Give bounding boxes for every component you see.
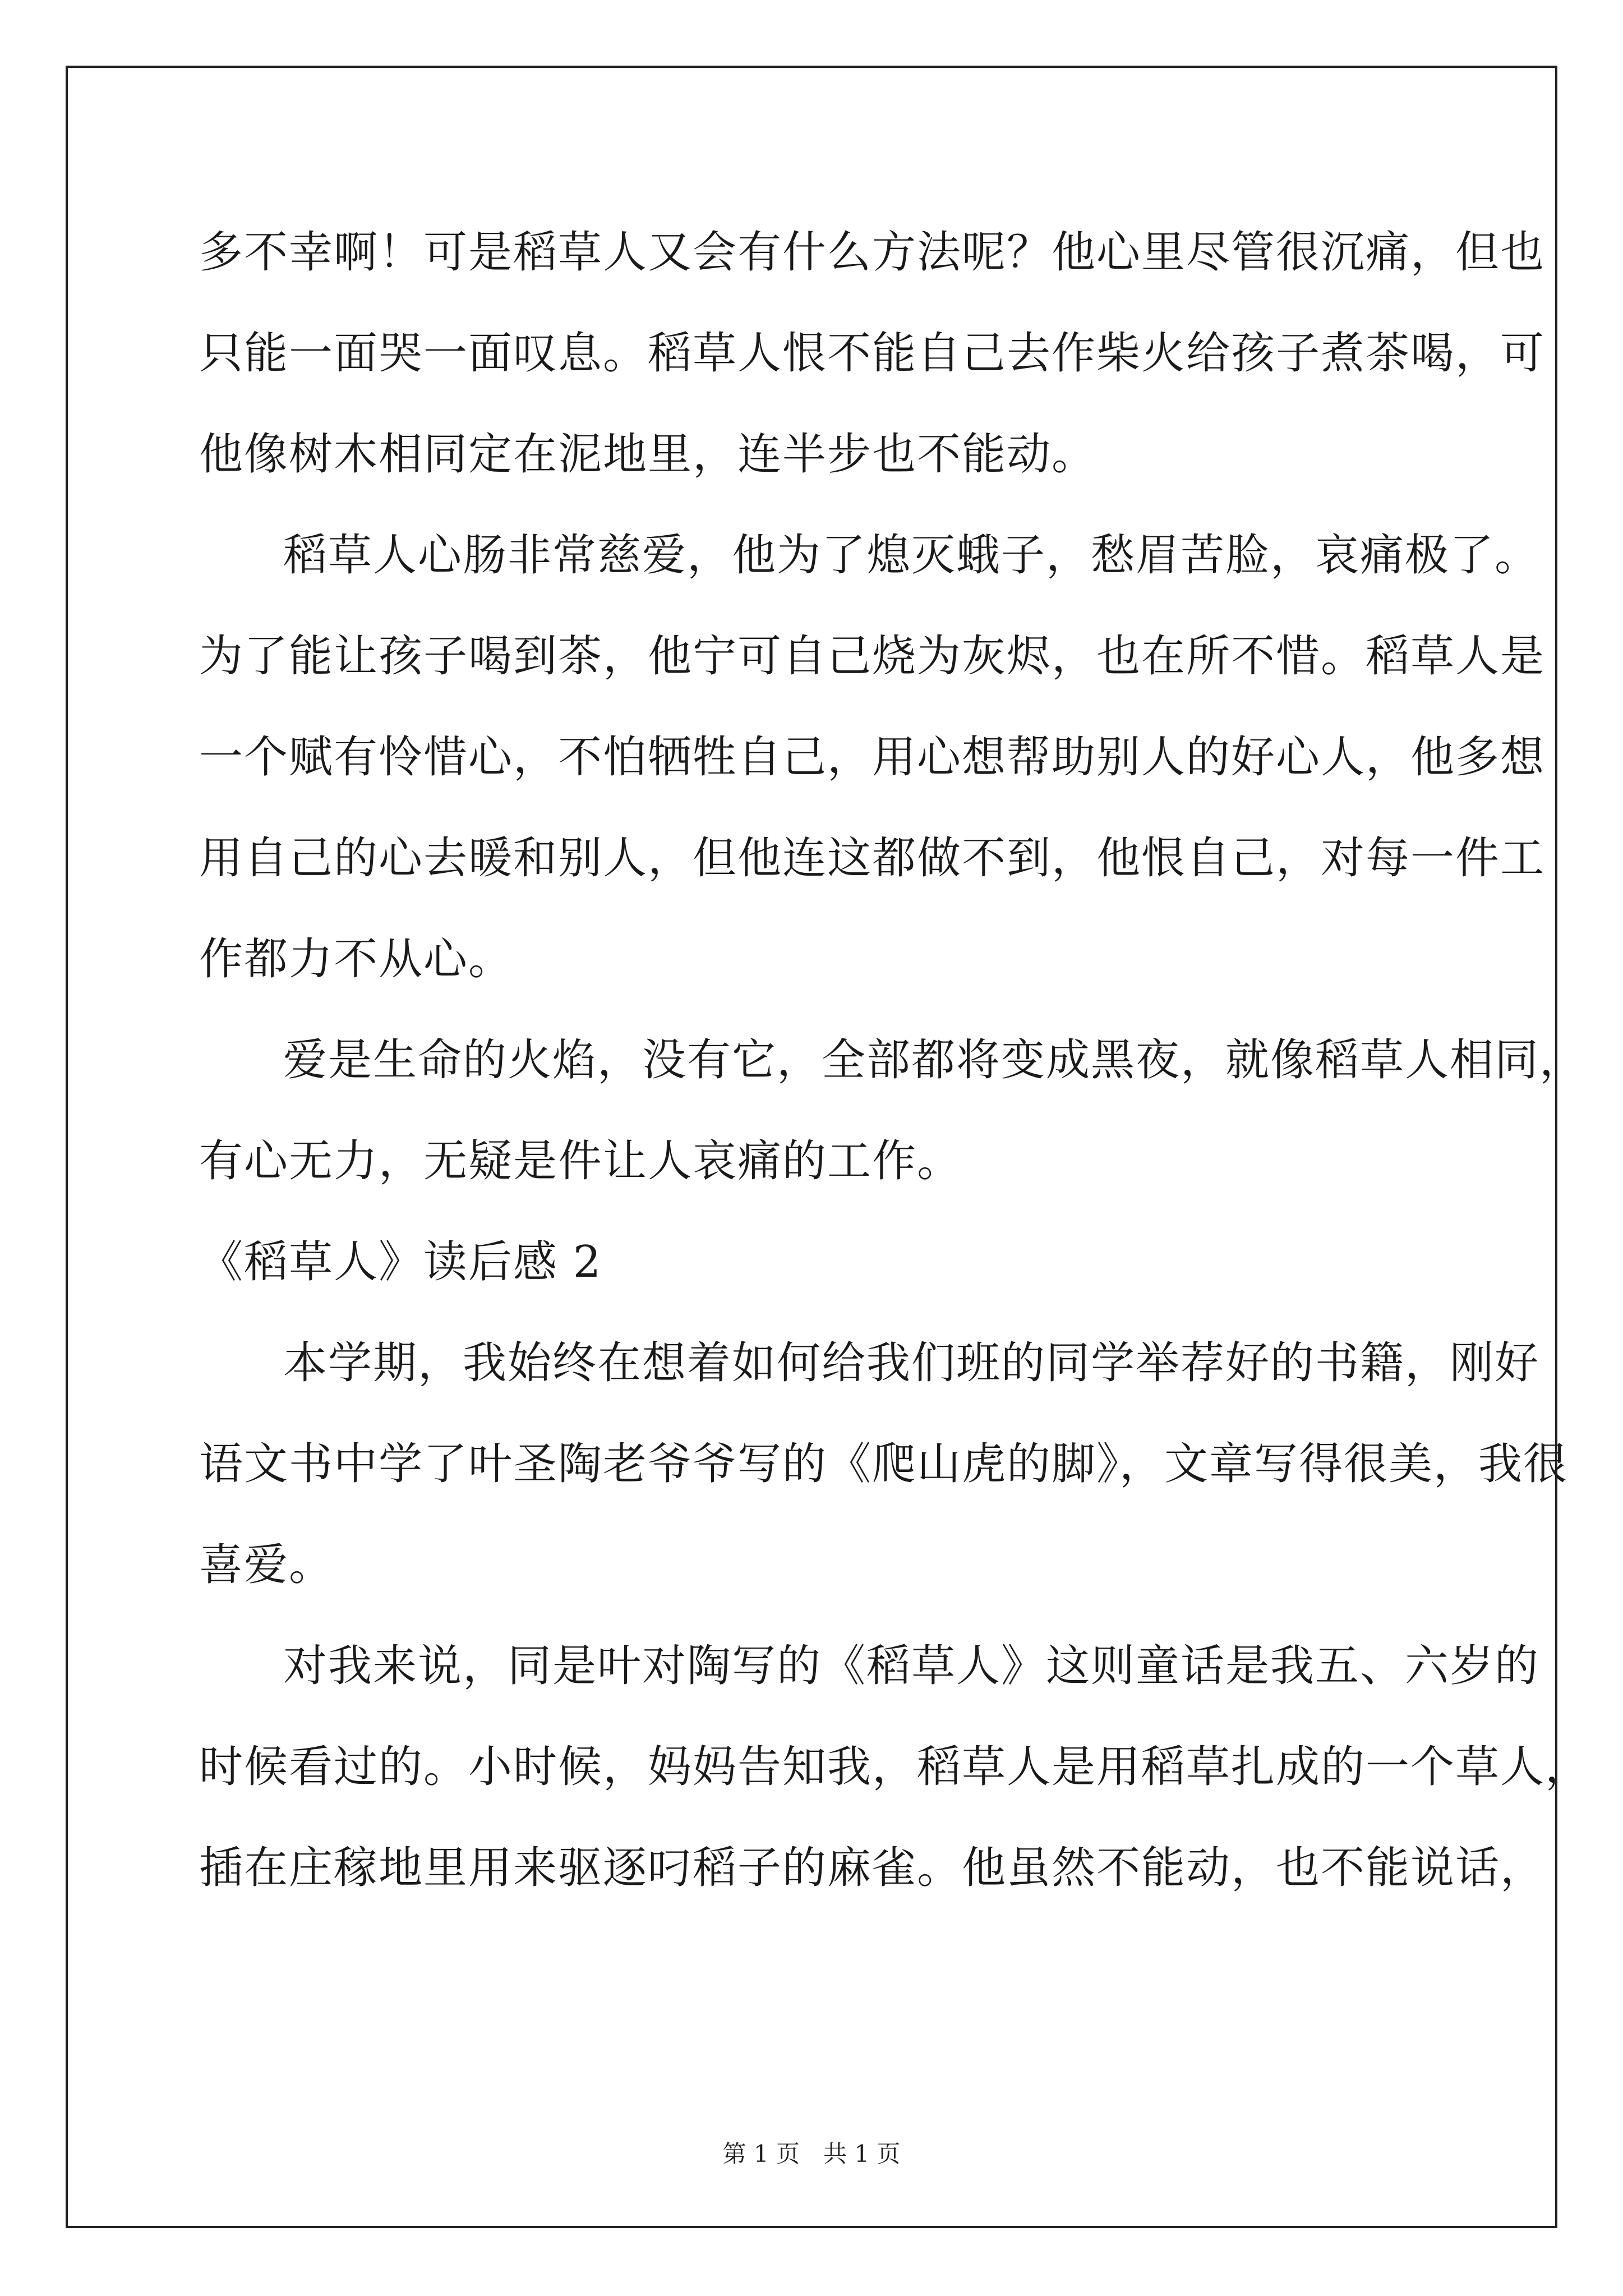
text-line: 只能一面哭一面叹息。稻草人恨不能自己去作柴火给孩子煮茶喝，可 (199, 328, 1546, 379)
page-number: 第 1 页 (722, 2140, 800, 2168)
text-line: 为了能让孩子喝到茶，他宁可自己烧为灰烬，也在所不惜。稻草人是 (199, 631, 1546, 682)
text-line: 有心无力，无疑是件让人哀痛的工作。 (199, 1136, 962, 1186)
text-line: 喜爱。 (199, 1540, 334, 1590)
text-line: 一个赋有怜惜心，不怕牺牲自己，用心想帮助别人的好心人，他多想 (199, 732, 1546, 783)
text-line: 用自己的心去暖和别人，但他连这都做不到，他恨自己，对每一件工 (199, 833, 1546, 884)
text-line: 语文书中学了叶圣陶老爷爷写的《爬山虎的脚》，文章写得很美，我很 (199, 1439, 1569, 1489)
paragraph-start-line: 对我来说，同是叶对陶写的《稻草人》这则童话是我五、六岁的 (283, 1641, 1540, 1691)
document-body (199, 202, 1590, 1918)
section-heading: 《稻草人》读后感 2 (199, 1237, 602, 1287)
paragraph-start-line: 稻草人心肠非常慈爱，他为了熄灭蛾子，愁眉苦脸，哀痛极了。 (283, 530, 1540, 581)
paragraph-start-line: 本学期，我始终在想着如何给我们班的同学举荐好的书籍，刚好 (283, 1338, 1540, 1388)
text-line: 插在庄稼地里用来驱逐叼稻子的麻雀。他虽然不能动，也不能说话， (199, 1843, 1546, 1893)
text-line: 他像树木相同定在泥地里，连半步也不能动。 (199, 429, 1097, 480)
paragraph-start-line: 爱是生命的火焰，没有它，全部都将变成黑夜，就像稻草人相同， (283, 1035, 1585, 1085)
page-total: 共 1 页 (823, 2140, 901, 2168)
text-line: 多不幸啊！可是稻草人又会有什么方法呢？他心里尽管很沉痛，但也 (199, 227, 1546, 278)
text-line: 时候看过的。小时候，妈妈告知我，稻草人是用稻草扎成的一个草人， (199, 1742, 1590, 1792)
page-footer (0, 2137, 1623, 2171)
text-line: 作都力不从心。 (199, 934, 514, 984)
